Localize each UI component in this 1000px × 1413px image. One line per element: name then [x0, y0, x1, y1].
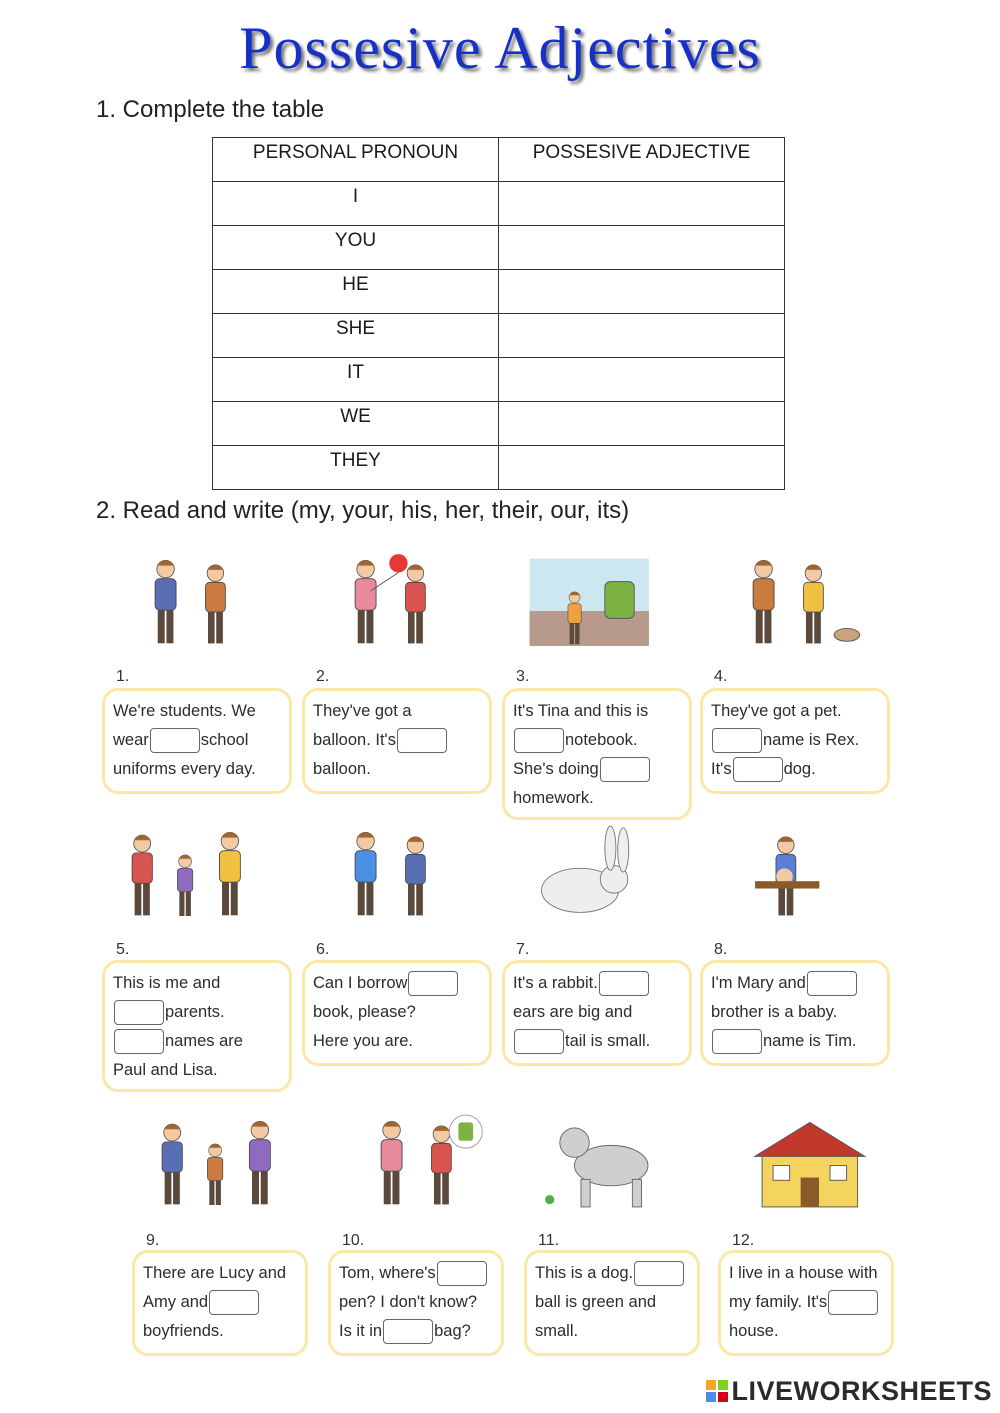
exercise-number: 6.	[312, 941, 333, 959]
exercise-text: names are	[165, 1032, 243, 1050]
pronoun-cell: THEY	[213, 446, 499, 490]
exercise-line	[113, 755, 281, 784]
table-row	[213, 314, 785, 358]
exercise-text: It's a rabbit.	[513, 974, 598, 992]
exercise-number: 11.	[534, 1232, 563, 1250]
section-1-heading: 1. Complete the table	[96, 96, 325, 123]
exercise-line	[711, 755, 879, 784]
answer-blank[interactable]	[828, 1290, 878, 1315]
answer-blank[interactable]	[712, 1029, 762, 1054]
answer-blank[interactable]	[733, 757, 783, 782]
exercise-line	[113, 998, 281, 1027]
exercise-text: bag?	[434, 1322, 471, 1340]
exercise-line	[313, 726, 481, 755]
exercise-text: uniforms every day.	[113, 760, 256, 778]
answer-blank[interactable]	[114, 1029, 164, 1054]
exercise-line	[711, 998, 879, 1027]
exercise-text: tail is small.	[565, 1032, 651, 1050]
exercise-card	[328, 1250, 504, 1356]
exercise-text: It's	[711, 760, 732, 778]
exercise-card	[302, 688, 492, 794]
exercise-line	[535, 1288, 689, 1317]
exercise-number: 4.	[710, 668, 731, 686]
exercise-card	[718, 1250, 894, 1356]
exercise-line	[535, 1317, 689, 1346]
answer-blank[interactable]	[514, 728, 564, 753]
exercise-text: Amy and	[143, 1293, 209, 1311]
table-row	[213, 226, 785, 270]
answer-blank[interactable]	[634, 1261, 684, 1286]
answer-cell[interactable]	[499, 446, 785, 490]
girl-balloon-illustration-graphic	[302, 535, 482, 665]
tina-desk-illustration	[502, 535, 692, 665]
exercise-text: notebook.	[565, 731, 638, 749]
exercise-line	[313, 755, 481, 784]
answer-cell[interactable]	[499, 182, 785, 226]
exercise-number: 2.	[312, 668, 333, 686]
answer-blank[interactable]	[408, 971, 458, 996]
exercise-text: book, please?	[313, 1003, 416, 1021]
exercise-line	[313, 1027, 481, 1056]
answer-cell[interactable]	[499, 358, 785, 402]
answer-blank[interactable]	[383, 1319, 433, 1344]
girl-balloon-illustration	[302, 535, 492, 665]
exercise-text: dog.	[783, 760, 816, 778]
table-row	[213, 358, 785, 402]
exercise-line	[313, 998, 481, 1027]
exercise-line	[113, 1027, 281, 1056]
exercise-text: She's doing	[513, 760, 599, 778]
pronoun-table	[212, 137, 785, 490]
answer-blank[interactable]	[712, 728, 762, 753]
section-2-heading: 2. Read and write (my, your, his, her, their, our, its)	[96, 497, 630, 524]
exercise-text: school	[200, 731, 249, 749]
exercise-line	[339, 1288, 493, 1317]
answer-blank[interactable]	[437, 1261, 487, 1286]
exercise-text: I live in a house with	[729, 1264, 878, 1282]
family-illustration	[102, 808, 292, 936]
exercise-text: I'm Mary and	[711, 974, 806, 992]
poodle-illustration	[524, 1092, 700, 1230]
header-possesive-adjective: POSSESIVE ADJECTIVE	[499, 138, 785, 182]
pronoun-cell: WE	[213, 402, 499, 446]
four-friends-illustration	[132, 1092, 308, 1230]
pronoun-cell: SHE	[213, 314, 499, 358]
exercise-line	[711, 697, 879, 726]
exercise-line	[313, 969, 481, 998]
exercise-number: 7.	[512, 941, 533, 959]
rabbit-illustration	[502, 808, 692, 936]
exercise-text: parents.	[165, 1003, 225, 1021]
exercise-line	[729, 1259, 883, 1288]
exercise-number: 5.	[112, 941, 133, 959]
exercise-line	[711, 726, 879, 755]
exercise-text: This is a dog.	[535, 1264, 634, 1282]
exercise-text: boyfriends.	[143, 1322, 224, 1340]
exercise-text: brother is a baby.	[711, 1003, 838, 1021]
logo-text: LIVEWORKSHEETS	[731, 1376, 992, 1406]
exercise-text: This is me and	[113, 974, 221, 992]
exercise-text: balloon. It's	[313, 731, 396, 749]
couple-dog-illustration	[700, 535, 890, 665]
exercise-text: my family. It's	[729, 1293, 828, 1311]
liveworksheets-logo	[706, 1376, 992, 1407]
table-row	[213, 402, 785, 446]
exercise-card	[502, 688, 692, 820]
exercise-line	[513, 755, 681, 784]
exercise-line	[113, 726, 281, 755]
page-title: Possesive Adjectives	[239, 15, 761, 81]
exercise-text: They've got a pet.	[711, 702, 842, 720]
exercise-card	[302, 960, 492, 1066]
exercise-line	[339, 1317, 493, 1346]
exercise-text: name is Tim.	[763, 1032, 857, 1050]
answer-blank[interactable]	[114, 1000, 164, 1025]
two-students-illustration-graphic	[102, 535, 282, 665]
pronoun-cell: I	[213, 182, 499, 226]
exercise-card	[132, 1250, 308, 1356]
tina-desk-illustration-graphic	[502, 535, 682, 665]
answer-blank[interactable]	[397, 728, 447, 753]
two-students-illustration	[102, 535, 292, 665]
table-row	[213, 182, 785, 226]
house-illustration	[718, 1092, 894, 1230]
table-header-row	[213, 138, 785, 182]
exercise-line	[313, 697, 481, 726]
answer-cell[interactable]	[499, 270, 785, 314]
exercise-text: It's Tina and this is	[513, 702, 649, 720]
exercise-text: ball is green and	[535, 1293, 657, 1311]
mother-baby-illustration	[700, 808, 890, 936]
exercise-text: small.	[535, 1322, 579, 1340]
exercise-card	[502, 960, 692, 1066]
exercise-text: balloon.	[313, 760, 371, 778]
pronoun-cell: IT	[213, 358, 499, 402]
exercise-line	[711, 969, 879, 998]
exercise-line	[143, 1317, 297, 1346]
answer-blank[interactable]	[807, 971, 857, 996]
exercise-text: wear	[113, 731, 149, 749]
answer-cell[interactable]	[499, 314, 785, 358]
exercise-number: 9.	[142, 1232, 163, 1250]
answer-blank[interactable]	[209, 1290, 259, 1315]
exercise-line	[143, 1259, 297, 1288]
exercise-line	[113, 969, 281, 998]
boy-bag-illustration	[328, 1092, 504, 1230]
exercise-text: homework.	[513, 789, 594, 807]
exercise-line	[513, 726, 681, 755]
pronoun-cell: YOU	[213, 226, 499, 270]
exercise-text: pen? I don't know?	[339, 1293, 478, 1311]
exercise-card	[102, 960, 292, 1092]
exercise-number: 10.	[338, 1232, 368, 1250]
answer-blank[interactable]	[600, 757, 650, 782]
exercise-line	[513, 1027, 681, 1056]
table-row	[213, 446, 785, 490]
liveworksheets-icon	[706, 1380, 728, 1402]
exercise-text: There are Lucy and	[143, 1264, 287, 1282]
poodle-illustration-graphic	[524, 1092, 704, 1230]
exercise-number: 12.	[728, 1232, 758, 1250]
exercise-line	[729, 1317, 883, 1346]
girls-book-illustration-graphic	[302, 808, 482, 936]
answer-cell[interactable]	[499, 226, 785, 270]
exercise-card	[700, 960, 890, 1066]
table-row	[213, 270, 785, 314]
exercise-card	[102, 688, 292, 794]
exercise-line	[113, 1056, 281, 1085]
exercise-line	[513, 969, 681, 998]
exercise-text: They've got a	[313, 702, 412, 720]
exercise-line	[113, 697, 281, 726]
exercise-line	[729, 1288, 883, 1317]
exercise-text: We're students. We	[113, 702, 256, 720]
header-personal-pronoun: PERSONAL PRONOUN	[213, 138, 499, 182]
exercise-text: Is it in	[339, 1322, 383, 1340]
exercise-text: Tom, where's	[339, 1264, 436, 1282]
girls-book-illustration	[302, 808, 492, 936]
exercise-number: 8.	[710, 941, 731, 959]
answer-cell[interactable]	[499, 402, 785, 446]
exercise-line	[513, 998, 681, 1027]
exercise-text: Here you are.	[313, 1032, 413, 1050]
rabbit-illustration-graphic	[502, 808, 682, 936]
exercise-text: house.	[729, 1322, 779, 1340]
answer-blank[interactable]	[514, 1029, 564, 1054]
house-illustration-graphic	[718, 1092, 898, 1230]
mother-baby-illustration-graphic	[700, 808, 880, 936]
boy-bag-illustration-graphic	[328, 1092, 508, 1230]
exercise-card	[524, 1250, 700, 1356]
answer-blank[interactable]	[150, 728, 200, 753]
exercise-card	[700, 688, 890, 794]
exercise-text: Paul and Lisa.	[113, 1061, 218, 1079]
exercise-text: ears are big and	[513, 1003, 633, 1021]
exercise-line	[143, 1288, 297, 1317]
four-friends-illustration-graphic	[132, 1092, 312, 1230]
family-illustration-graphic	[102, 808, 282, 936]
exercise-text: name is Rex.	[763, 731, 860, 749]
exercise-line	[513, 697, 681, 726]
exercise-number: 3.	[512, 668, 533, 686]
exercise-line	[535, 1259, 689, 1288]
answer-blank[interactable]	[599, 971, 649, 996]
exercise-number: 1.	[112, 668, 133, 686]
exercise-line	[339, 1259, 493, 1288]
couple-dog-illustration-graphic	[700, 535, 880, 665]
exercise-line	[711, 1027, 879, 1056]
pronoun-cell: HE	[213, 270, 499, 314]
exercise-text: Can I borrow	[313, 974, 408, 992]
